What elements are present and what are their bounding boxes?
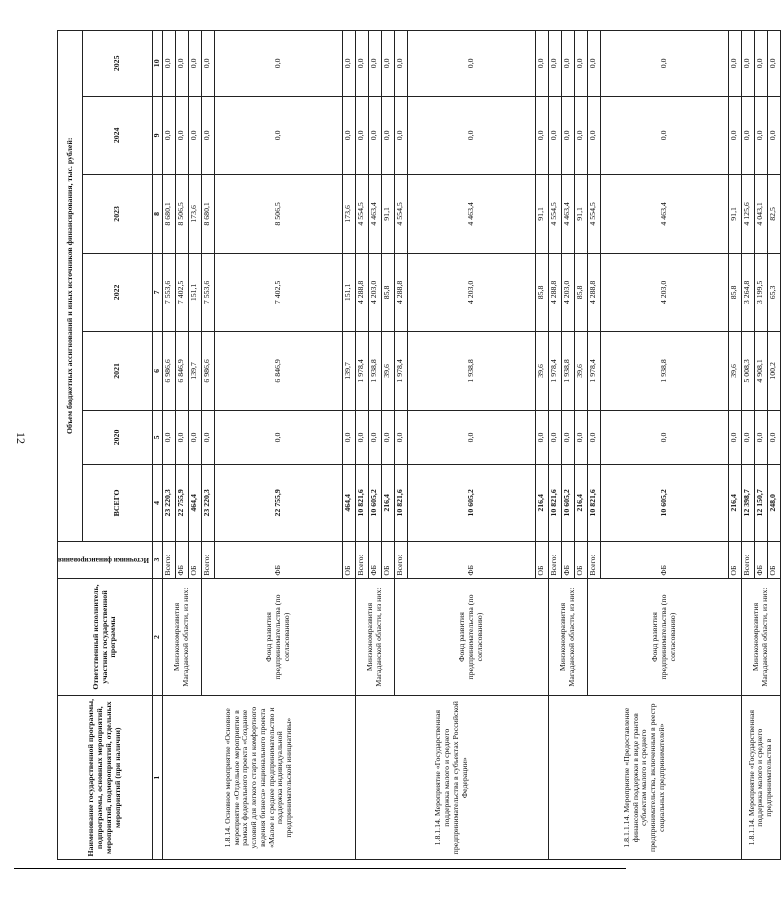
amount-total: 10 605,2 [368, 465, 381, 541]
amount-total: 23 220,3 [162, 465, 175, 541]
amount-year: 6 986,6 [162, 332, 175, 411]
amount-year: 0,0 [535, 410, 548, 465]
amount-year: 0,0 [407, 96, 535, 175]
activity-name: 1.8.1.14. Мероприятие «Государственная поддержка малого и среднего предпринимательства в субъектах Российской Федерации» [355, 696, 548, 860]
amount-year: 3 264,8 [741, 253, 754, 332]
amount-year: 0,0 [355, 96, 368, 175]
executor-name: Фонд развития предпринимательства (по согласованию) [201, 578, 355, 696]
amount-year: 91,1 [535, 175, 548, 254]
amount-year: 0,0 [741, 31, 754, 97]
header-source [58, 541, 153, 578]
column-number: 9 [152, 96, 162, 175]
funding-source: Всего: [162, 541, 175, 578]
amount-year: 0,0 [188, 31, 201, 97]
amount-total: 216,4 [381, 465, 394, 541]
header-year: 2021 [82, 332, 152, 411]
amount-year: 139,7 [342, 332, 355, 411]
amount-year: 0,0 [728, 31, 741, 97]
amount-year: 1 938,8 [407, 332, 535, 411]
amount-total: 10 821,6 [587, 465, 600, 541]
amount-year: 0,0 [162, 96, 175, 175]
amount-total: 10 821,6 [394, 465, 407, 541]
header-group: Объем бюджетных ассигнований и иных источников финансирования, тыс. рублей: [58, 31, 83, 542]
amount-year: 0,0 [548, 410, 561, 465]
amount-year: 0,0 [175, 96, 188, 175]
column-number: 8 [152, 175, 162, 254]
amount-year: 8 680,1 [201, 175, 214, 254]
amount-year: 0,0 [754, 410, 767, 465]
activity-name: 1.8.1.14. Мероприятие «Государственная поддержка малого и среднего предпринимательства в [741, 696, 780, 860]
amount-year: 0,0 [587, 96, 600, 175]
amount-year: 0,0 [767, 31, 780, 97]
amount-year: 0,0 [201, 410, 214, 465]
amount-year: 4 125,6 [741, 175, 754, 254]
funding-source: ОБ [574, 541, 587, 578]
amount-year: 0,0 [342, 96, 355, 175]
amount-year: 1 938,8 [561, 332, 574, 411]
amount-total: 23 220,3 [201, 465, 214, 541]
executor-name: Фонд развития предпринимательства (по согласованию) [587, 578, 741, 696]
table-row [162, 31, 175, 860]
amount-year: 4 203,0 [407, 253, 535, 332]
funding-source: Всего: [355, 541, 368, 578]
financing-table [57, 30, 781, 860]
amount-year: 0,0 [201, 31, 214, 97]
amount-year: 0,0 [548, 96, 561, 175]
amount-year: 4 554,5 [394, 175, 407, 254]
amount-total: 10 605,2 [561, 465, 574, 541]
funding-source: ОБ [188, 541, 201, 578]
amount-year: 0,0 [368, 410, 381, 465]
amount-total: 10 821,6 [548, 465, 561, 541]
amount-year: 0,0 [574, 410, 587, 465]
amount-year: 0,0 [368, 96, 381, 175]
funding-source: ФБ [600, 541, 728, 578]
funding-source: Всего: [741, 541, 754, 578]
amount-year: 4 203,0 [368, 253, 381, 332]
amount-year: 0,0 [162, 31, 175, 97]
amount-year: 91,1 [728, 175, 741, 254]
funding-source: ФБ [561, 541, 574, 578]
column-number: 5 [152, 410, 162, 465]
header-year: 2024 [82, 96, 152, 175]
amount-total: 464,4 [342, 465, 355, 541]
amount-year: 1 938,8 [368, 332, 381, 411]
funding-source: Всего: [394, 541, 407, 578]
amount-year: 91,1 [381, 175, 394, 254]
rotated-table-container [57, 30, 778, 860]
amount-year: 0,0 [535, 31, 548, 97]
amount-year: 0,0 [574, 96, 587, 175]
amount-year: 173,6 [342, 175, 355, 254]
header-name: Наименование государственной программы, подпрограммы, основных мероприятий, мероприятий, подмероприятий, отдельных мероприятий (при наличии) [58, 696, 153, 860]
amount-total: 216,4 [535, 465, 548, 541]
amount-year: 85,8 [535, 253, 548, 332]
amount-year: 4 203,0 [600, 253, 728, 332]
amount-year: 1 978,4 [548, 332, 561, 411]
funding-source: ОБ [342, 541, 355, 578]
amount-total: 464,4 [188, 465, 201, 541]
amount-year: 0,0 [394, 31, 407, 97]
amount-year: 1 978,4 [587, 332, 600, 411]
amount-year: 0,0 [381, 96, 394, 175]
amount-year: 1 938,8 [600, 332, 728, 411]
amount-total: 12 398,7 [741, 465, 754, 541]
amount-year: 0,0 [342, 410, 355, 465]
amount-year: 0,0 [188, 96, 201, 175]
amount-year: 0,0 [600, 96, 728, 175]
amount-year: 4 043,1 [754, 175, 767, 254]
funding-source: ФБ [214, 541, 342, 578]
amount-year: 4 288,8 [394, 253, 407, 332]
header-year: 2025 [82, 31, 152, 97]
executor-name: Минэкономразвития Магаданской области, из них: [548, 578, 587, 696]
page-number: 12 [14, 432, 28, 444]
amount-year: 0,0 [175, 410, 188, 465]
amount-year: 139,7 [188, 332, 201, 411]
executor-name: Минэкономразвития Магаданской области, из них: [741, 578, 780, 696]
amount-year: 0,0 [368, 31, 381, 97]
column-number: 7 [152, 253, 162, 332]
amount-total: 10 605,2 [600, 465, 728, 541]
amount-year: 0,0 [175, 31, 188, 97]
amount-year: 0,0 [214, 96, 342, 175]
amount-year: 4 463,4 [368, 175, 381, 254]
amount-year: 0,0 [728, 410, 741, 465]
amount-year: 6 846,9 [214, 332, 342, 411]
activity-name: 1.8.1.1.14. Мероприятие «Предоставление финансовой поддержки в виде грантов субъектам малого и среднего предпринимательства, включенным в реестр социальных предпринимателей» [548, 696, 741, 860]
amount-total: 216,4 [728, 465, 741, 541]
funding-source: ОБ [381, 541, 394, 578]
amount-year: 4 288,8 [548, 253, 561, 332]
amount-total: 22 755,9 [175, 465, 188, 541]
amount-year: 39,6 [535, 332, 548, 411]
funding-source: ОБ [767, 541, 780, 578]
amount-year: 0,0 [561, 96, 574, 175]
bottom-rule [14, 868, 626, 869]
amount-year: 0,0 [754, 31, 767, 97]
amount-year: 4 463,4 [600, 175, 728, 254]
amount-year: 4 288,8 [587, 253, 600, 332]
amount-year: 0,0 [381, 31, 394, 97]
amount-year: 0,0 [394, 410, 407, 465]
amount-year: 0,0 [188, 410, 201, 465]
amount-year: 4 203,0 [561, 253, 574, 332]
header-year: 2022 [82, 253, 152, 332]
amount-year: 39,6 [728, 332, 741, 411]
funding-source: ОБ [535, 541, 548, 578]
executor-name: Фонд развития предпринимательства (по согласованию) [394, 578, 548, 696]
amount-year: 0,0 [574, 31, 587, 97]
executor-name: Минэкономразвития Магаданской области, из них: [355, 578, 394, 696]
amount-year: 0,0 [548, 31, 561, 97]
column-number: 6 [152, 332, 162, 411]
amount-year: 0,0 [394, 96, 407, 175]
amount-year: 0,0 [214, 31, 342, 97]
executor-name: Минэкономразвития Магаданской области, из них: [162, 578, 201, 696]
amount-total: 12 150,7 [754, 465, 767, 541]
amount-year: 4 463,4 [407, 175, 535, 254]
amount-year: 0,0 [342, 31, 355, 97]
funding-source: ФБ [175, 541, 188, 578]
amount-year: 6 986,6 [201, 332, 214, 411]
header-year: 2020 [82, 410, 152, 465]
amount-year: 39,6 [381, 332, 394, 411]
funding-source: ОБ [728, 541, 741, 578]
amount-year: 4 908,1 [754, 332, 767, 411]
amount-year: 0,0 [561, 31, 574, 97]
amount-year: 0,0 [754, 96, 767, 175]
column-number: 3 [152, 541, 162, 578]
column-number: 10 [152, 31, 162, 97]
amount-year: 0,0 [355, 31, 368, 97]
header-year: 2023 [82, 175, 152, 254]
amount-year: 0,0 [407, 410, 535, 465]
header-executor: Ответственный исполнитель, участник государственной программы [58, 578, 153, 696]
amount-year: 0,0 [767, 96, 780, 175]
amount-year: 7 402,5 [214, 253, 342, 332]
funding-source: Всего: [548, 541, 561, 578]
amount-year: 91,1 [574, 175, 587, 254]
amount-year: 0,0 [561, 410, 574, 465]
amount-total: 248,0 [767, 465, 780, 541]
amount-year: 151,1 [342, 253, 355, 332]
amount-year: 173,6 [188, 175, 201, 254]
amount-total: 10 605,2 [407, 465, 535, 541]
amount-year: 4 463,4 [561, 175, 574, 254]
amount-year: 8 506,5 [175, 175, 188, 254]
amount-year: 8 680,1 [162, 175, 175, 254]
amount-year: 85,8 [381, 253, 394, 332]
funding-source: ФБ [754, 541, 767, 578]
amount-year: 100,2 [767, 332, 780, 411]
funding-source: ФБ [407, 541, 535, 578]
amount-year: 0,0 [767, 410, 780, 465]
amount-year: 0,0 [741, 96, 754, 175]
header-source-label: Источники финансирования [58, 556, 149, 565]
amount-year: 1 978,4 [355, 332, 368, 411]
column-number: 2 [152, 578, 162, 696]
funding-source: Всего: [201, 541, 214, 578]
table-body [162, 31, 780, 860]
amount-year: 65,3 [767, 253, 780, 332]
amount-year: 0,0 [600, 410, 728, 465]
amount-year: 0,0 [535, 96, 548, 175]
funding-source: ФБ [368, 541, 381, 578]
table-row [741, 31, 754, 860]
column-number: 1 [152, 696, 162, 860]
amount-year: 39,6 [574, 332, 587, 411]
header-total: ВСЕГО [82, 465, 152, 541]
amount-total: 22 755,9 [214, 465, 342, 541]
funding-source: Всего: [587, 541, 600, 578]
amount-year: 3 199,5 [754, 253, 767, 332]
amount-total: 216,4 [574, 465, 587, 541]
column-number-row [152, 31, 162, 860]
amount-year: 4 554,5 [548, 175, 561, 254]
amount-year: 82,5 [767, 175, 780, 254]
amount-year: 85,8 [574, 253, 587, 332]
amount-year: 0,0 [587, 31, 600, 97]
amount-year: 0,0 [162, 410, 175, 465]
amount-total: 10 821,6 [355, 465, 368, 541]
amount-year: 151,1 [188, 253, 201, 332]
amount-year: 7 402,5 [175, 253, 188, 332]
amount-year: 6 846,9 [175, 332, 188, 411]
amount-year: 85,8 [728, 253, 741, 332]
amount-year: 0,0 [214, 410, 342, 465]
amount-year: 0,0 [741, 410, 754, 465]
amount-year: 4 288,8 [355, 253, 368, 332]
amount-year: 0,0 [201, 96, 214, 175]
amount-year: 4 554,5 [355, 175, 368, 254]
amount-year: 5 008,3 [741, 332, 754, 411]
amount-year: 0,0 [600, 31, 728, 97]
table-row [548, 31, 561, 860]
activity-name: 1.8.14. Основное мероприятие «Основное мероприятие «Отдельное мероприятие в рамках федерального проекта «Создание условий для легкого старта и комфортного ведения бизнеса» национального проекта «Малое и среднее предпринимательство и поддержка индивидуальной предпринимательской инициативы» [162, 696, 355, 860]
column-number: 4 [152, 465, 162, 541]
amount-year: 0,0 [355, 410, 368, 465]
amount-year: 4 554,5 [587, 175, 600, 254]
amount-year: 7 553,6 [201, 253, 214, 332]
amount-year: 0,0 [407, 31, 535, 97]
amount-year: 0,0 [587, 410, 600, 465]
amount-year: 0,0 [381, 410, 394, 465]
amount-year: 1 978,4 [394, 332, 407, 411]
amount-year: 7 553,6 [162, 253, 175, 332]
amount-year: 8 506,5 [214, 175, 342, 254]
table-row [355, 31, 368, 860]
amount-year: 0,0 [728, 96, 741, 175]
